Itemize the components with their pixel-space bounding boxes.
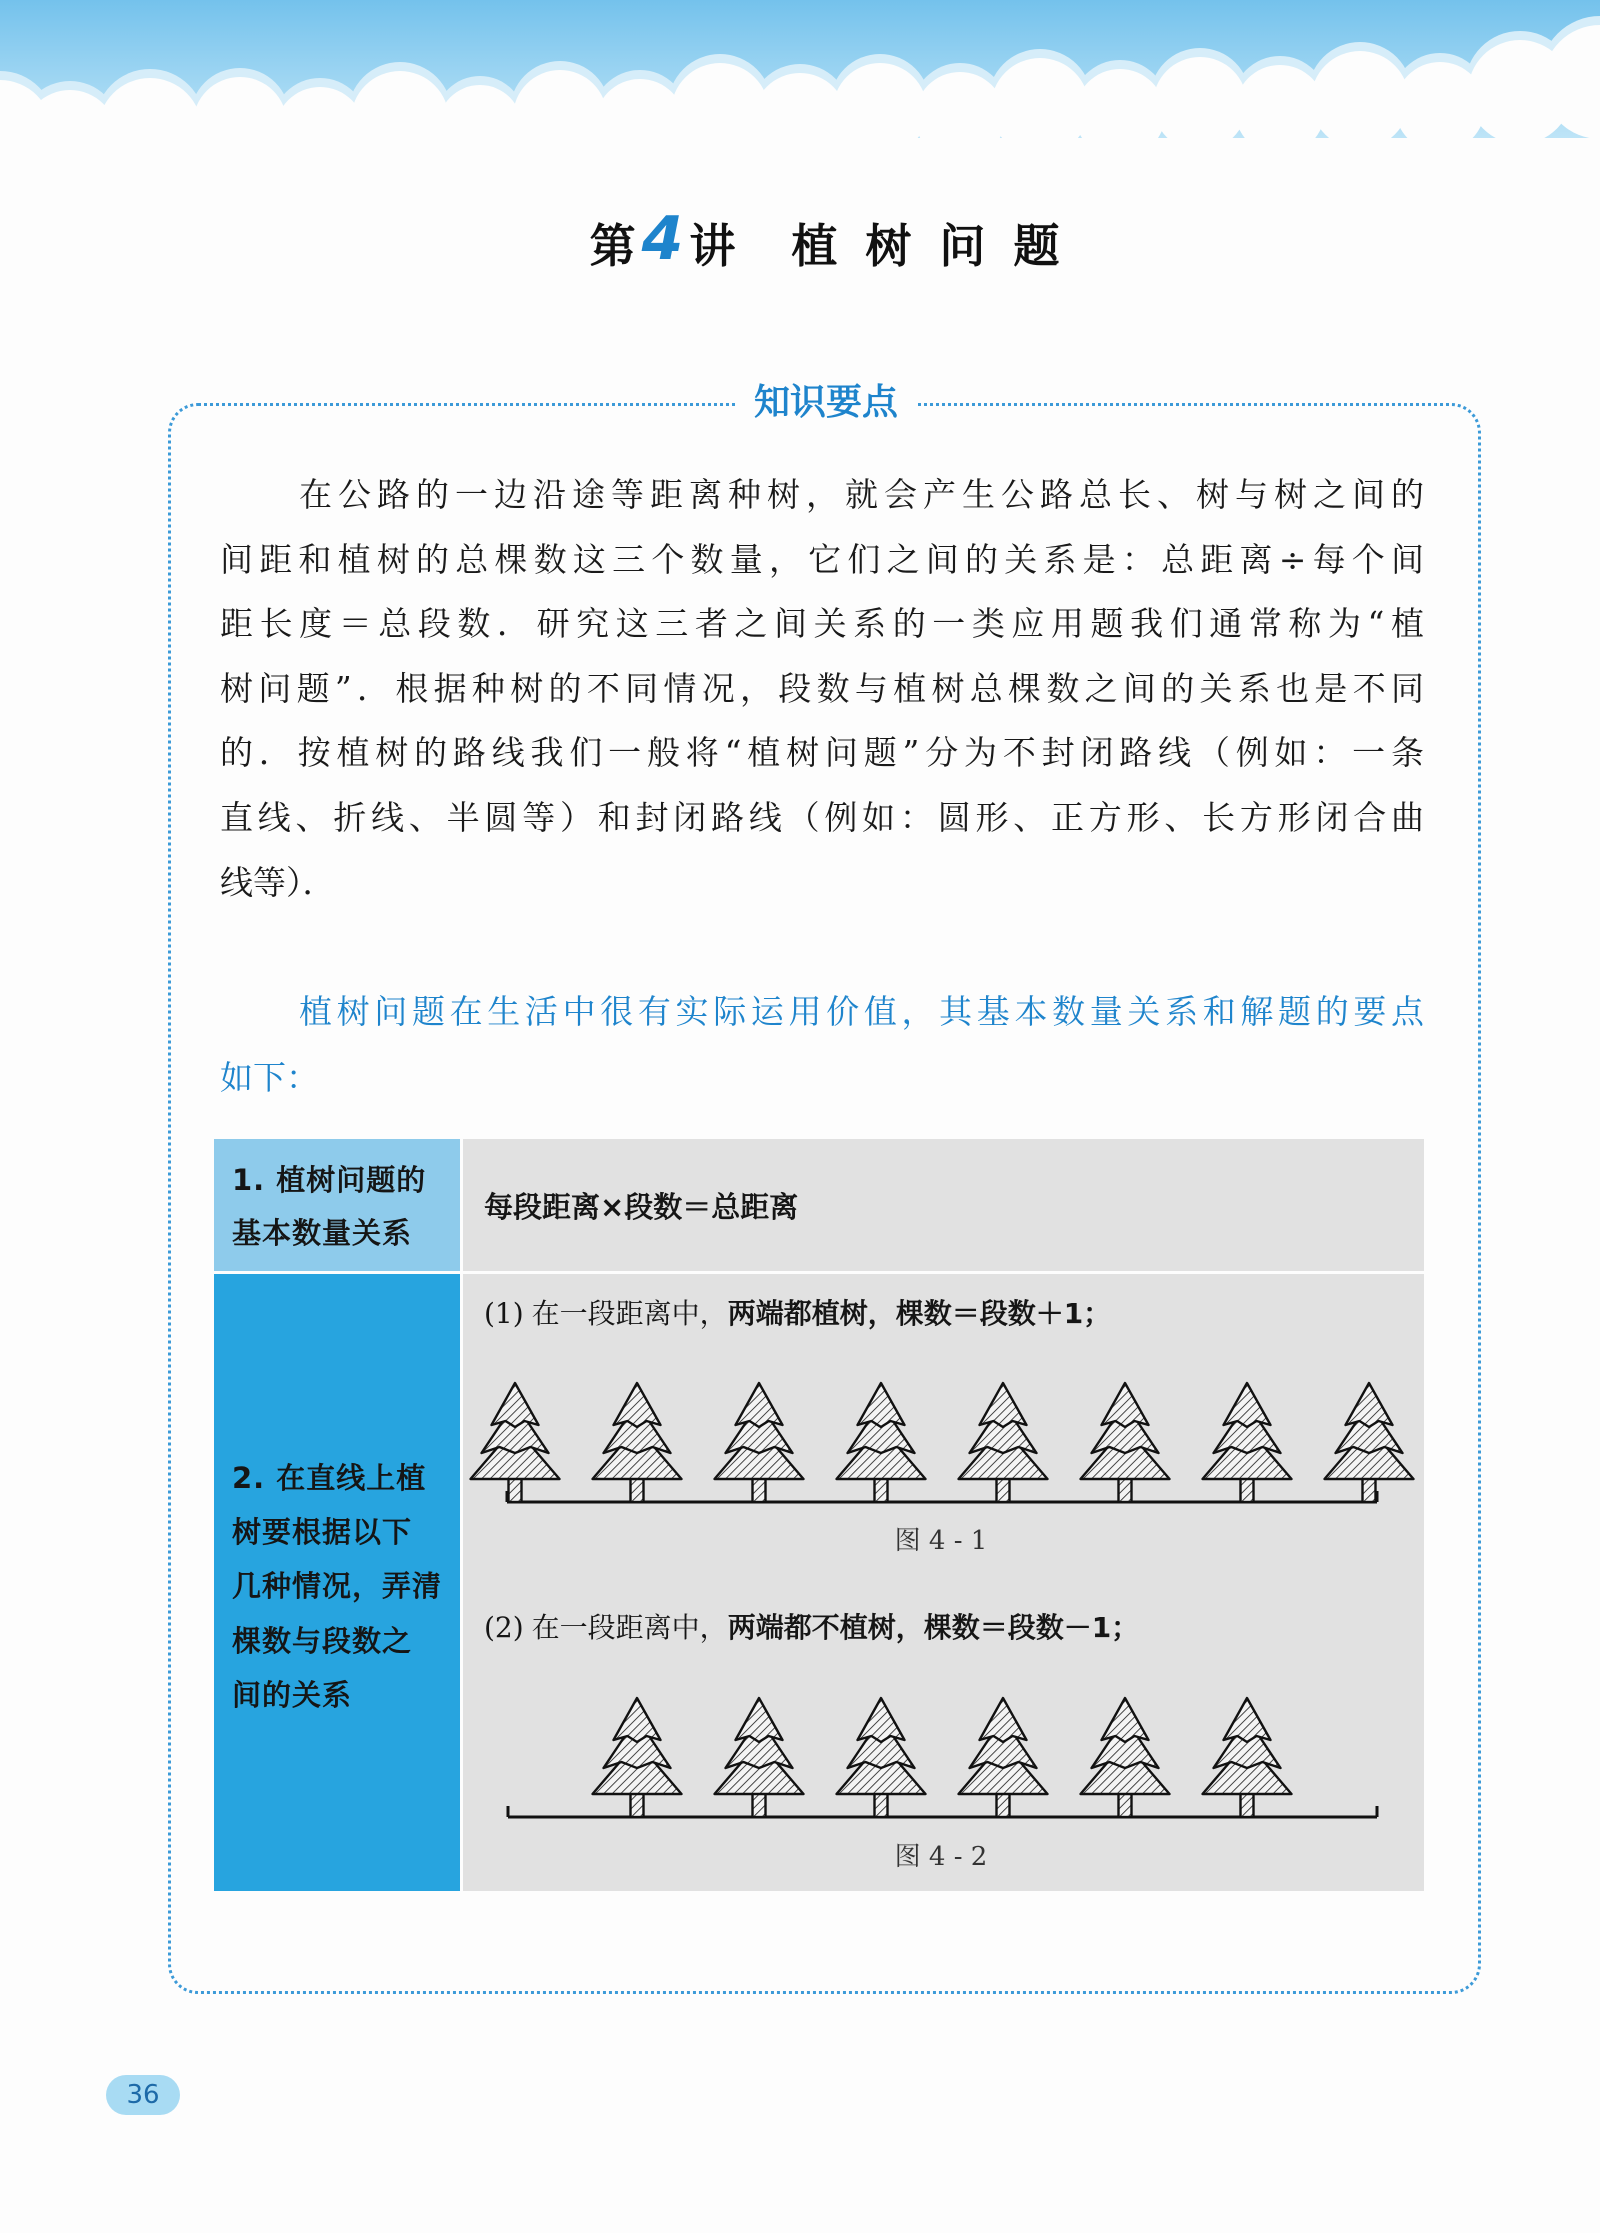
intro-paragraph bbox=[220, 463, 1424, 915]
tree-icon bbox=[959, 1383, 1048, 1502]
basic-formula: 每段距离×段数＝总距离 bbox=[484, 1190, 799, 1224]
sky-cloud-banner bbox=[0, 0, 1600, 150]
case-rule: 两端都植树，棵数＝段数＋1； bbox=[727, 1297, 1112, 1330]
lesson-prefix: 第 bbox=[589, 219, 636, 273]
tree-icon bbox=[715, 1698, 804, 1817]
figure-4-1 bbox=[460, 1370, 1424, 1510]
row-basic-relation-content bbox=[463, 1139, 1424, 1271]
tree-icon bbox=[1203, 1698, 1292, 1817]
label-line: 棵数与段数之 bbox=[232, 1623, 413, 1658]
label-line: 几种情况，弄清 bbox=[232, 1569, 443, 1604]
case-both-ends-planted bbox=[484, 1294, 1111, 1334]
label-line: 基本数量关系 bbox=[232, 1216, 413, 1250]
figure-4-2 bbox=[460, 1690, 1424, 1830]
paragraph-line: 间距和植树的总棵数这三个数量，它们之间的关系是：总距离÷每个间 bbox=[220, 539, 1424, 579]
figure-caption: 图 4 - 2 bbox=[894, 1842, 988, 1872]
case-rule: 两端都不植树，棵数＝段数－1； bbox=[727, 1611, 1140, 1644]
tree-icon bbox=[715, 1383, 804, 1502]
paragraph-line: 的．按植树的路线我们一般将“植树问题”分为不封闭路线（例如：一条 bbox=[220, 733, 1424, 773]
tree-icon bbox=[471, 1383, 560, 1502]
highlight-line: 植树问题在生活中很有实际运用价值，其基本数量关系和解题的要点 bbox=[299, 992, 1424, 1031]
tree-icon bbox=[593, 1698, 682, 1817]
paragraph-line: 线等）． bbox=[220, 862, 336, 902]
paragraph-line: 树问题”．根据种树的不同情况，段数与植树总棵数之间的关系也是不同 bbox=[220, 668, 1424, 708]
case-condition: 在一段距离中， bbox=[531, 1297, 728, 1330]
page-number: 36 bbox=[106, 2075, 180, 2115]
lesson-title bbox=[168, 204, 1481, 274]
paragraph-line: 在公路的一边沿途等距离种树，就会产生公路总长、树与树之间的 bbox=[299, 475, 1424, 514]
tree-icon bbox=[1203, 1383, 1292, 1502]
lesson-topic: 植树问题 bbox=[791, 219, 1088, 273]
row-basic-relation-label bbox=[214, 1139, 460, 1271]
highlight-line: 如下： bbox=[220, 1058, 319, 1097]
tree-icon bbox=[1081, 1698, 1170, 1817]
label-line: 1. 植树问题的 bbox=[232, 1163, 427, 1197]
paragraph-line: 直线、折线、半圆等）和封闭路线（例如：圆形、正方形、长方形闭合曲 bbox=[220, 797, 1424, 837]
knowledge-points-heading: 知识要点 bbox=[735, 380, 917, 426]
case-number: (1) bbox=[484, 1297, 524, 1330]
tree-icon bbox=[837, 1698, 926, 1817]
case-no-ends-planted bbox=[484, 1608, 1139, 1648]
tree-icon bbox=[593, 1383, 682, 1502]
lesson-number: 4 bbox=[641, 204, 684, 274]
tree-icon bbox=[837, 1383, 926, 1502]
case-number: (2) bbox=[484, 1611, 524, 1644]
tree-icon bbox=[1325, 1383, 1414, 1502]
label-line: 2. 在直线上植 bbox=[232, 1461, 427, 1495]
highlight-paragraph bbox=[220, 979, 1424, 1111]
label-line: 间的关系 bbox=[232, 1677, 353, 1712]
paragraph-line: 距长度＝总段数．研究这三者之间关系的一类应用题我们通常称为“植 bbox=[220, 604, 1424, 644]
row-straight-line-label bbox=[214, 1274, 460, 1891]
figure-caption: 图 4 - 1 bbox=[894, 1526, 988, 1556]
case-condition: 在一段距离中， bbox=[531, 1611, 728, 1644]
tree-icon bbox=[959, 1698, 1048, 1817]
tree-icon bbox=[1081, 1383, 1170, 1502]
label-line: 树要根据以下 bbox=[232, 1515, 413, 1550]
lesson-suffix: 讲 bbox=[689, 219, 736, 273]
